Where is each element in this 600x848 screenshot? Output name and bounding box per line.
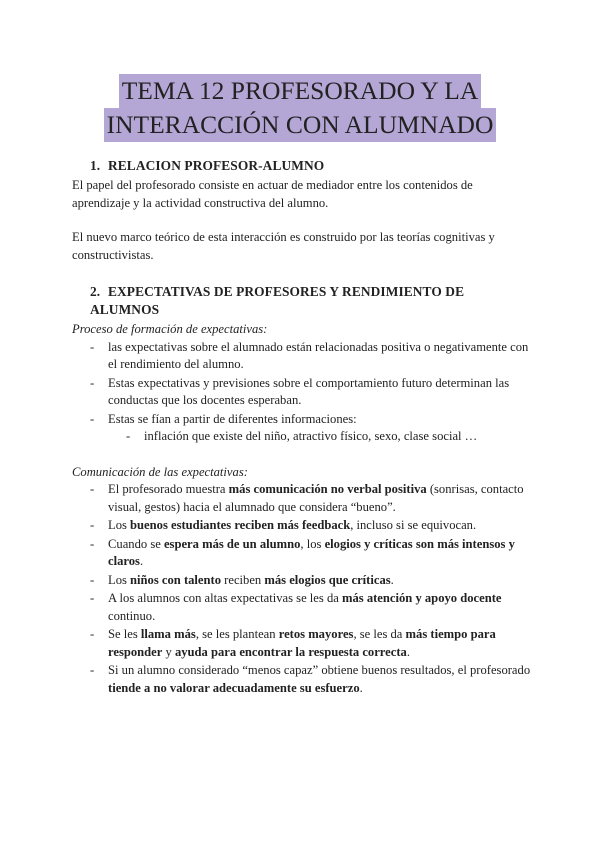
sublist-item: - inflación que existe del niño, atractivo físico, sexo, clase social … bbox=[144, 428, 532, 446]
information-sublist bbox=[108, 428, 532, 446]
section-1-paragraph-2: El nuevo marco teórico de esta interacción es construido por las teorías cognitivas y constructivistas. bbox=[72, 230, 495, 262]
list-item: - Los niños con talento reciben más elogios que críticas. bbox=[108, 572, 532, 590]
section-2-heading bbox=[72, 283, 532, 319]
section-2-number: 2. bbox=[90, 284, 101, 299]
list-item: - Cuando se espera más de un alumno, los elogios y críticas son más intensos y claros. bbox=[108, 536, 532, 571]
formation-list bbox=[72, 339, 532, 446]
list-item: - Si un alumno considerado “menos capaz” obtiene buenos resultados, el profesorado tiende a no valorar adecuadamente su esfuerzo. bbox=[108, 662, 532, 697]
list-item: - Los buenos estudiantes reciben más feedback, incluso si se equivocan. bbox=[108, 517, 532, 535]
list-item: - las expectativas sobre el alumnado están relacionadas positiva o negativamente con el rendimiento del alumno. bbox=[108, 339, 532, 374]
section-1-heading bbox=[72, 157, 532, 175]
list-item: - Se les llama más, se les plantean retos mayores, se les da más tiempo para responder y ayuda para encontrar la respuesta correcta. bbox=[108, 626, 532, 661]
section-1-number: 1. bbox=[90, 158, 101, 173]
section-1-title: RELACION PROFESOR-ALUMNO bbox=[108, 158, 325, 173]
communication-list bbox=[72, 481, 532, 697]
title-line-2: INTERACCIÓN CON ALUMNADO bbox=[104, 108, 497, 142]
title-line-1: TEMA 12 PROFESORADO Y LA bbox=[119, 74, 482, 108]
list-item: - A los alumnos con altas expectativas se les da más atención y apoyo docente continuo. bbox=[108, 590, 532, 625]
list-item bbox=[108, 411, 532, 446]
list-item: - El profesorado muestra más comunicación no verbal positiva (sonrisas, contacto visual, gestos) hacia el alumnado que considera “bueno”. bbox=[108, 481, 532, 516]
list-item: - Estas expectativas y previsiones sobre el comportamiento futuro determinan las conductas que los docentes esperaban. bbox=[108, 375, 532, 410]
list-item-text: Estas se fían a partir de diferentes informaciones: bbox=[108, 411, 357, 426]
section-1-paragraph-1: El papel del profesorado consiste en actuar de mediador entre los contenidos de aprendizaje y la actividad constructiva del alumno. bbox=[72, 178, 473, 210]
document-body bbox=[72, 157, 532, 698]
section-2-title: EXPECTATIVAS DE PROFESORES Y RENDIMIENTO DE ALUMNOS bbox=[90, 284, 465, 317]
page-title bbox=[0, 74, 600, 142]
subheading-communication: Comunicación de las expectativas: bbox=[72, 464, 248, 479]
subheading-formation: Proceso de formación de expectativas: bbox=[72, 322, 268, 336]
